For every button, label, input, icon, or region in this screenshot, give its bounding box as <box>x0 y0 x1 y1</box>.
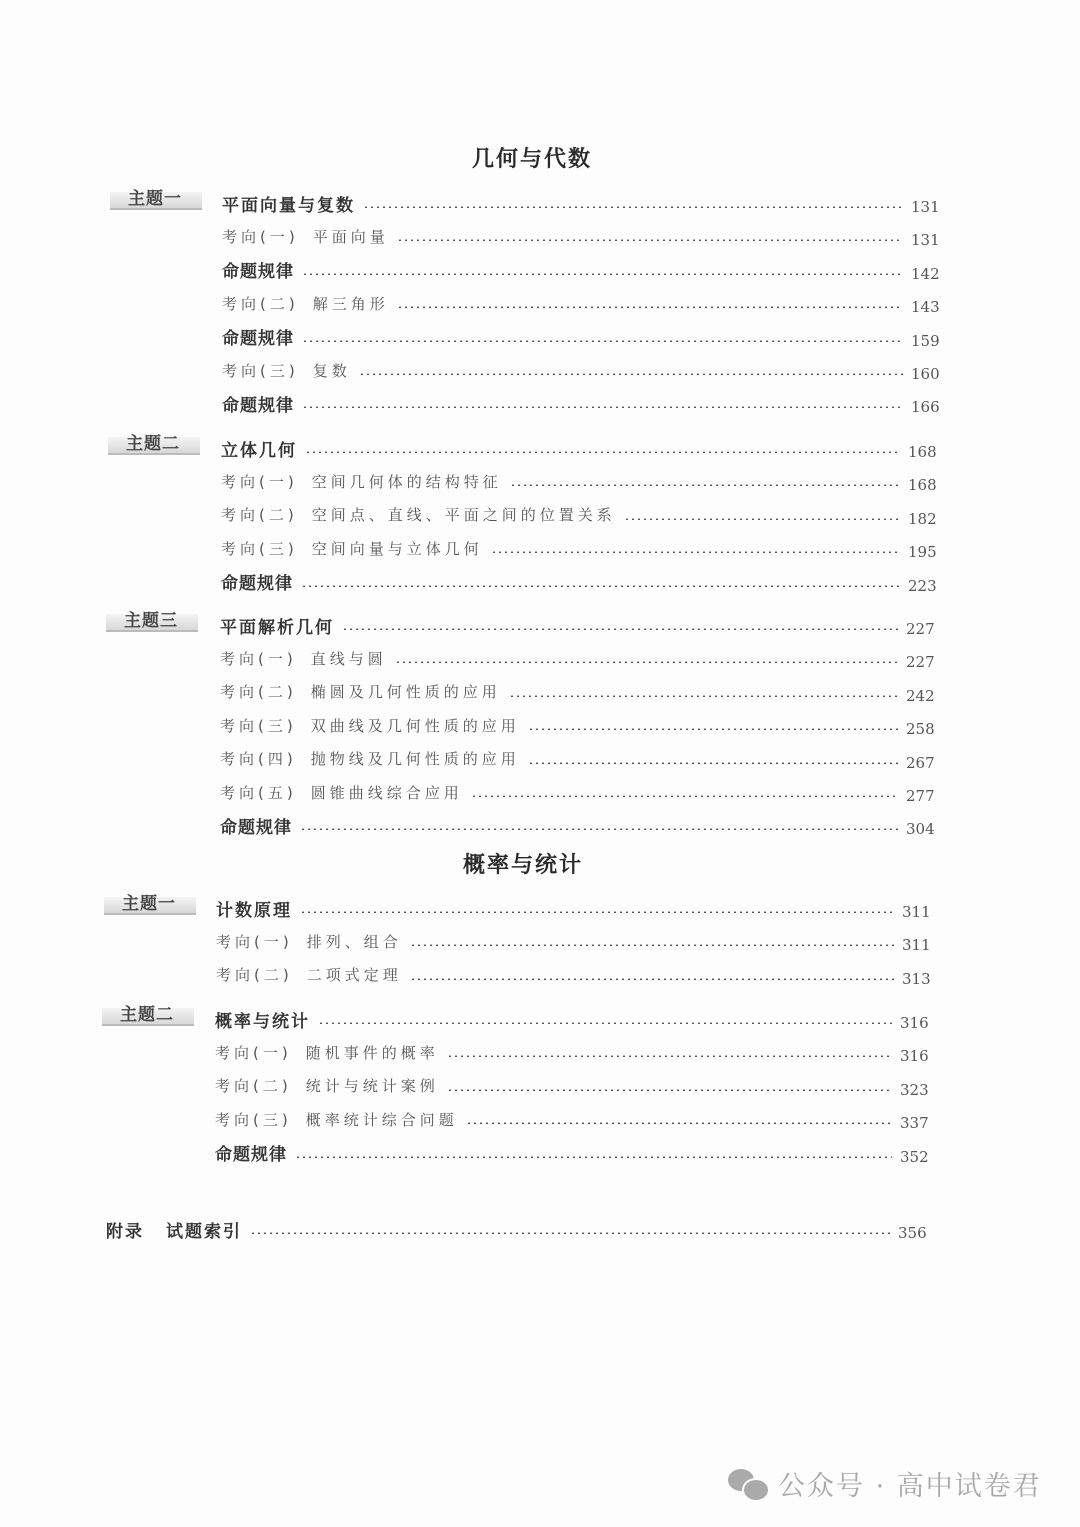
subtopic-title: 圆锥曲线综合应用 <box>310 783 463 802</box>
page-number: 182 <box>908 509 937 528</box>
toc-sub-row[interactable] <box>215 1038 934 1066</box>
page-number: 258 <box>906 720 935 739</box>
subtopic-label <box>222 293 389 314</box>
toc-sub-row[interactable] <box>215 1072 934 1100</box>
topic-tag-label: 主题三 <box>124 611 178 631</box>
dot-leader <box>509 695 898 697</box>
subtopic-title: 概率统计综合问题 <box>305 1110 458 1129</box>
page-number: 227 <box>906 653 935 672</box>
subtopic-title: 排列、组合 <box>306 932 402 951</box>
toc-rule-row[interactable] <box>222 256 945 284</box>
page-number: 313 <box>902 969 931 988</box>
dot-leader <box>318 1022 892 1024</box>
topic-tag-label: 主题二 <box>126 434 180 454</box>
rule-title: 命题规律 <box>215 1145 287 1166</box>
rule-title: 命题规律 <box>221 574 293 595</box>
subtopic-label <box>215 1075 439 1096</box>
toc-sub-row[interactable] <box>220 678 940 706</box>
subtopic-label <box>220 681 501 702</box>
subtopic-title: 二项式定理 <box>306 966 402 985</box>
dot-leader <box>250 1232 890 1234</box>
page-number: 316 <box>900 1047 929 1066</box>
watermark <box>728 1464 1042 1503</box>
page-number: 131 <box>911 231 940 250</box>
toc-sub-row[interactable] <box>221 501 942 529</box>
appendix-title: 试题索引 <box>166 1221 242 1242</box>
toc-sub-row[interactable] <box>222 356 945 384</box>
topic-tag-label: 主题二 <box>120 1005 174 1025</box>
watermark-text: 公众号 · 高中试卷君 <box>778 1471 1042 1502</box>
subtopic-label <box>216 964 402 985</box>
page-number: 168 <box>908 476 937 495</box>
subtopic-number: 考向(二) <box>220 683 297 702</box>
subtopic-number: 考向(三) <box>220 716 297 735</box>
page-number: 166 <box>911 398 940 417</box>
page-number: 223 <box>908 576 937 595</box>
rule-title: 命题规律 <box>222 395 294 416</box>
page-number: 316 <box>900 1014 929 1032</box>
toc-topic-row[interactable] <box>222 189 945 217</box>
topic-title: 计数原理 <box>216 900 292 921</box>
subtopic-label <box>220 782 463 803</box>
toc-rule-row[interactable] <box>215 1139 934 1167</box>
dot-leader <box>359 373 903 375</box>
topic-tag <box>106 611 198 632</box>
subtopic-number: 考向(二) <box>221 506 298 525</box>
subtopic-label <box>221 504 616 525</box>
rule-title: 命题规律 <box>222 329 294 350</box>
rule-title: 命题规律 <box>222 262 294 283</box>
wechat-icon <box>728 1467 770 1501</box>
subtopic-number: 考向(五) <box>220 783 297 802</box>
subtopic-number: 考向(三) <box>222 361 299 380</box>
page-number: 311 <box>902 903 931 921</box>
toc-sub-row[interactable] <box>215 1105 934 1133</box>
toc-rule-row[interactable] <box>222 389 945 417</box>
page-number: 267 <box>906 753 935 772</box>
dot-leader <box>302 273 903 275</box>
subtopic-number: 考向(一) <box>221 472 298 491</box>
page-number: 227 <box>906 620 935 638</box>
toc-rule-row[interactable] <box>222 323 945 351</box>
dot-leader <box>300 911 894 913</box>
dot-leader <box>410 944 894 946</box>
dot-leader <box>302 340 903 342</box>
dot-leader <box>447 1089 892 1091</box>
subtopic-label <box>222 360 351 381</box>
toc-topic-row[interactable] <box>220 611 940 639</box>
toc-topic-row[interactable] <box>215 1005 934 1033</box>
dot-leader <box>471 795 898 797</box>
toc-sub-row[interactable] <box>222 289 945 317</box>
dot-leader <box>447 1055 892 1057</box>
subtopic-label <box>221 471 502 492</box>
subtopic-label <box>221 538 483 559</box>
dot-leader <box>510 484 900 486</box>
subtopic-title: 空间点、直线、平面之间的位置关系 <box>311 506 616 525</box>
subtopic-number: 考向(一) <box>215 1043 292 1062</box>
dot-leader <box>397 306 903 308</box>
topic-tag <box>102 1005 194 1026</box>
page-number: 143 <box>911 298 940 317</box>
subtopic-number: 考向(一) <box>216 932 293 951</box>
toc-rule-row[interactable] <box>220 811 940 839</box>
subtopic-title: 椭圆及几何性质的应用 <box>310 683 501 702</box>
subtopic-title: 双曲线及几何性质的应用 <box>310 716 520 735</box>
subtopic-label <box>220 748 520 769</box>
subtopic-label <box>220 648 387 669</box>
page-number: 242 <box>906 686 935 705</box>
page-number: 160 <box>911 365 940 383</box>
page-number: 277 <box>906 787 935 805</box>
page-number: 356 <box>898 1224 927 1242</box>
subtopic-number: 考向(二) <box>222 294 299 313</box>
topic-title: 平面向量与复数 <box>222 195 355 216</box>
toc-sub-row[interactable] <box>216 927 936 955</box>
toc-sub-row[interactable] <box>220 745 940 773</box>
topic-tag-label: 主题一 <box>128 189 182 209</box>
appendix-label: 附录 <box>106 1221 144 1242</box>
subtopic-title: 空间几何体的结构特征 <box>311 472 502 491</box>
toc-sub-row[interactable] <box>221 534 942 562</box>
subtopic-label <box>215 1042 439 1063</box>
page-number: 159 <box>911 331 940 350</box>
toc-sub-row[interactable] <box>220 711 940 739</box>
dot-leader <box>295 1156 892 1158</box>
topic-tag <box>104 894 196 915</box>
topic-tag-label: 主题一 <box>122 894 176 914</box>
subtopic-label <box>222 226 389 247</box>
page-number: 311 <box>902 936 931 955</box>
page-number: 195 <box>908 543 937 562</box>
subtopic-label <box>220 715 520 736</box>
dot-leader <box>491 551 900 553</box>
topic-title: 平面解析几何 <box>220 617 334 638</box>
page-number: 142 <box>911 264 940 283</box>
subtopic-title: 复数 <box>312 361 351 380</box>
page-number: 352 <box>900 1147 929 1166</box>
page-number: 323 <box>900 1080 929 1099</box>
subtopic-label <box>216 931 402 952</box>
subtopic-title: 抛物线及几何性质的应用 <box>310 750 520 769</box>
dot-leader <box>528 728 898 730</box>
toc-appendix-row[interactable] <box>106 1215 932 1243</box>
rule-title: 命题规律 <box>220 817 292 838</box>
subtopic-title: 空间向量与立体几何 <box>311 539 483 558</box>
toc-sub-row[interactable] <box>221 467 942 495</box>
topic-tag <box>108 434 200 455</box>
dot-leader <box>305 451 900 453</box>
page-number: 131 <box>911 198 940 216</box>
topic-tag <box>110 189 202 210</box>
page-number: 168 <box>908 443 937 461</box>
toc-rule-row[interactable] <box>221 568 942 596</box>
toc-topic-row[interactable] <box>216 894 936 922</box>
topic-title: 立体几何 <box>221 440 297 461</box>
dot-leader <box>624 518 900 520</box>
subtopic-number: 考向(二) <box>215 1077 292 1096</box>
page-number: 304 <box>906 820 935 839</box>
dot-leader <box>410 978 894 980</box>
page-number: 337 <box>900 1114 929 1133</box>
section-title: 几何与代数 <box>472 146 593 172</box>
subtopic-title: 统计与统计案例 <box>305 1077 439 1096</box>
subtopic-title: 随机事件的概率 <box>305 1043 439 1062</box>
topic-title: 概率与统计 <box>215 1011 310 1032</box>
dot-leader <box>397 239 903 241</box>
dot-leader <box>363 206 903 208</box>
subtopic-title: 平面向量 <box>312 227 389 246</box>
toc-sub-row[interactable] <box>222 222 945 250</box>
toc-sub-row[interactable] <box>220 644 940 672</box>
dot-leader <box>302 406 903 408</box>
section-title: 概率与统计 <box>463 852 584 878</box>
toc-sub-row[interactable] <box>216 961 936 989</box>
subtopic-number: 考向(二) <box>216 966 293 985</box>
dot-leader <box>301 585 900 587</box>
subtopic-title: 直线与圆 <box>310 649 387 668</box>
subtopic-title: 解三角形 <box>312 294 389 313</box>
toc-sub-row[interactable] <box>220 778 940 806</box>
dot-leader <box>466 1122 892 1124</box>
dot-leader <box>528 762 898 764</box>
subtopic-number: 考向(一) <box>220 649 297 668</box>
subtopic-label <box>215 1109 458 1130</box>
subtopic-number: 考向(四) <box>220 750 297 769</box>
dot-leader <box>300 828 898 830</box>
subtopic-number: 考向(三) <box>221 539 298 558</box>
toc-topic-row[interactable] <box>221 434 942 462</box>
subtopic-number: 考向(一) <box>222 227 299 246</box>
dot-leader <box>342 628 898 630</box>
dot-leader <box>395 661 898 663</box>
subtopic-number: 考向(三) <box>215 1110 292 1129</box>
